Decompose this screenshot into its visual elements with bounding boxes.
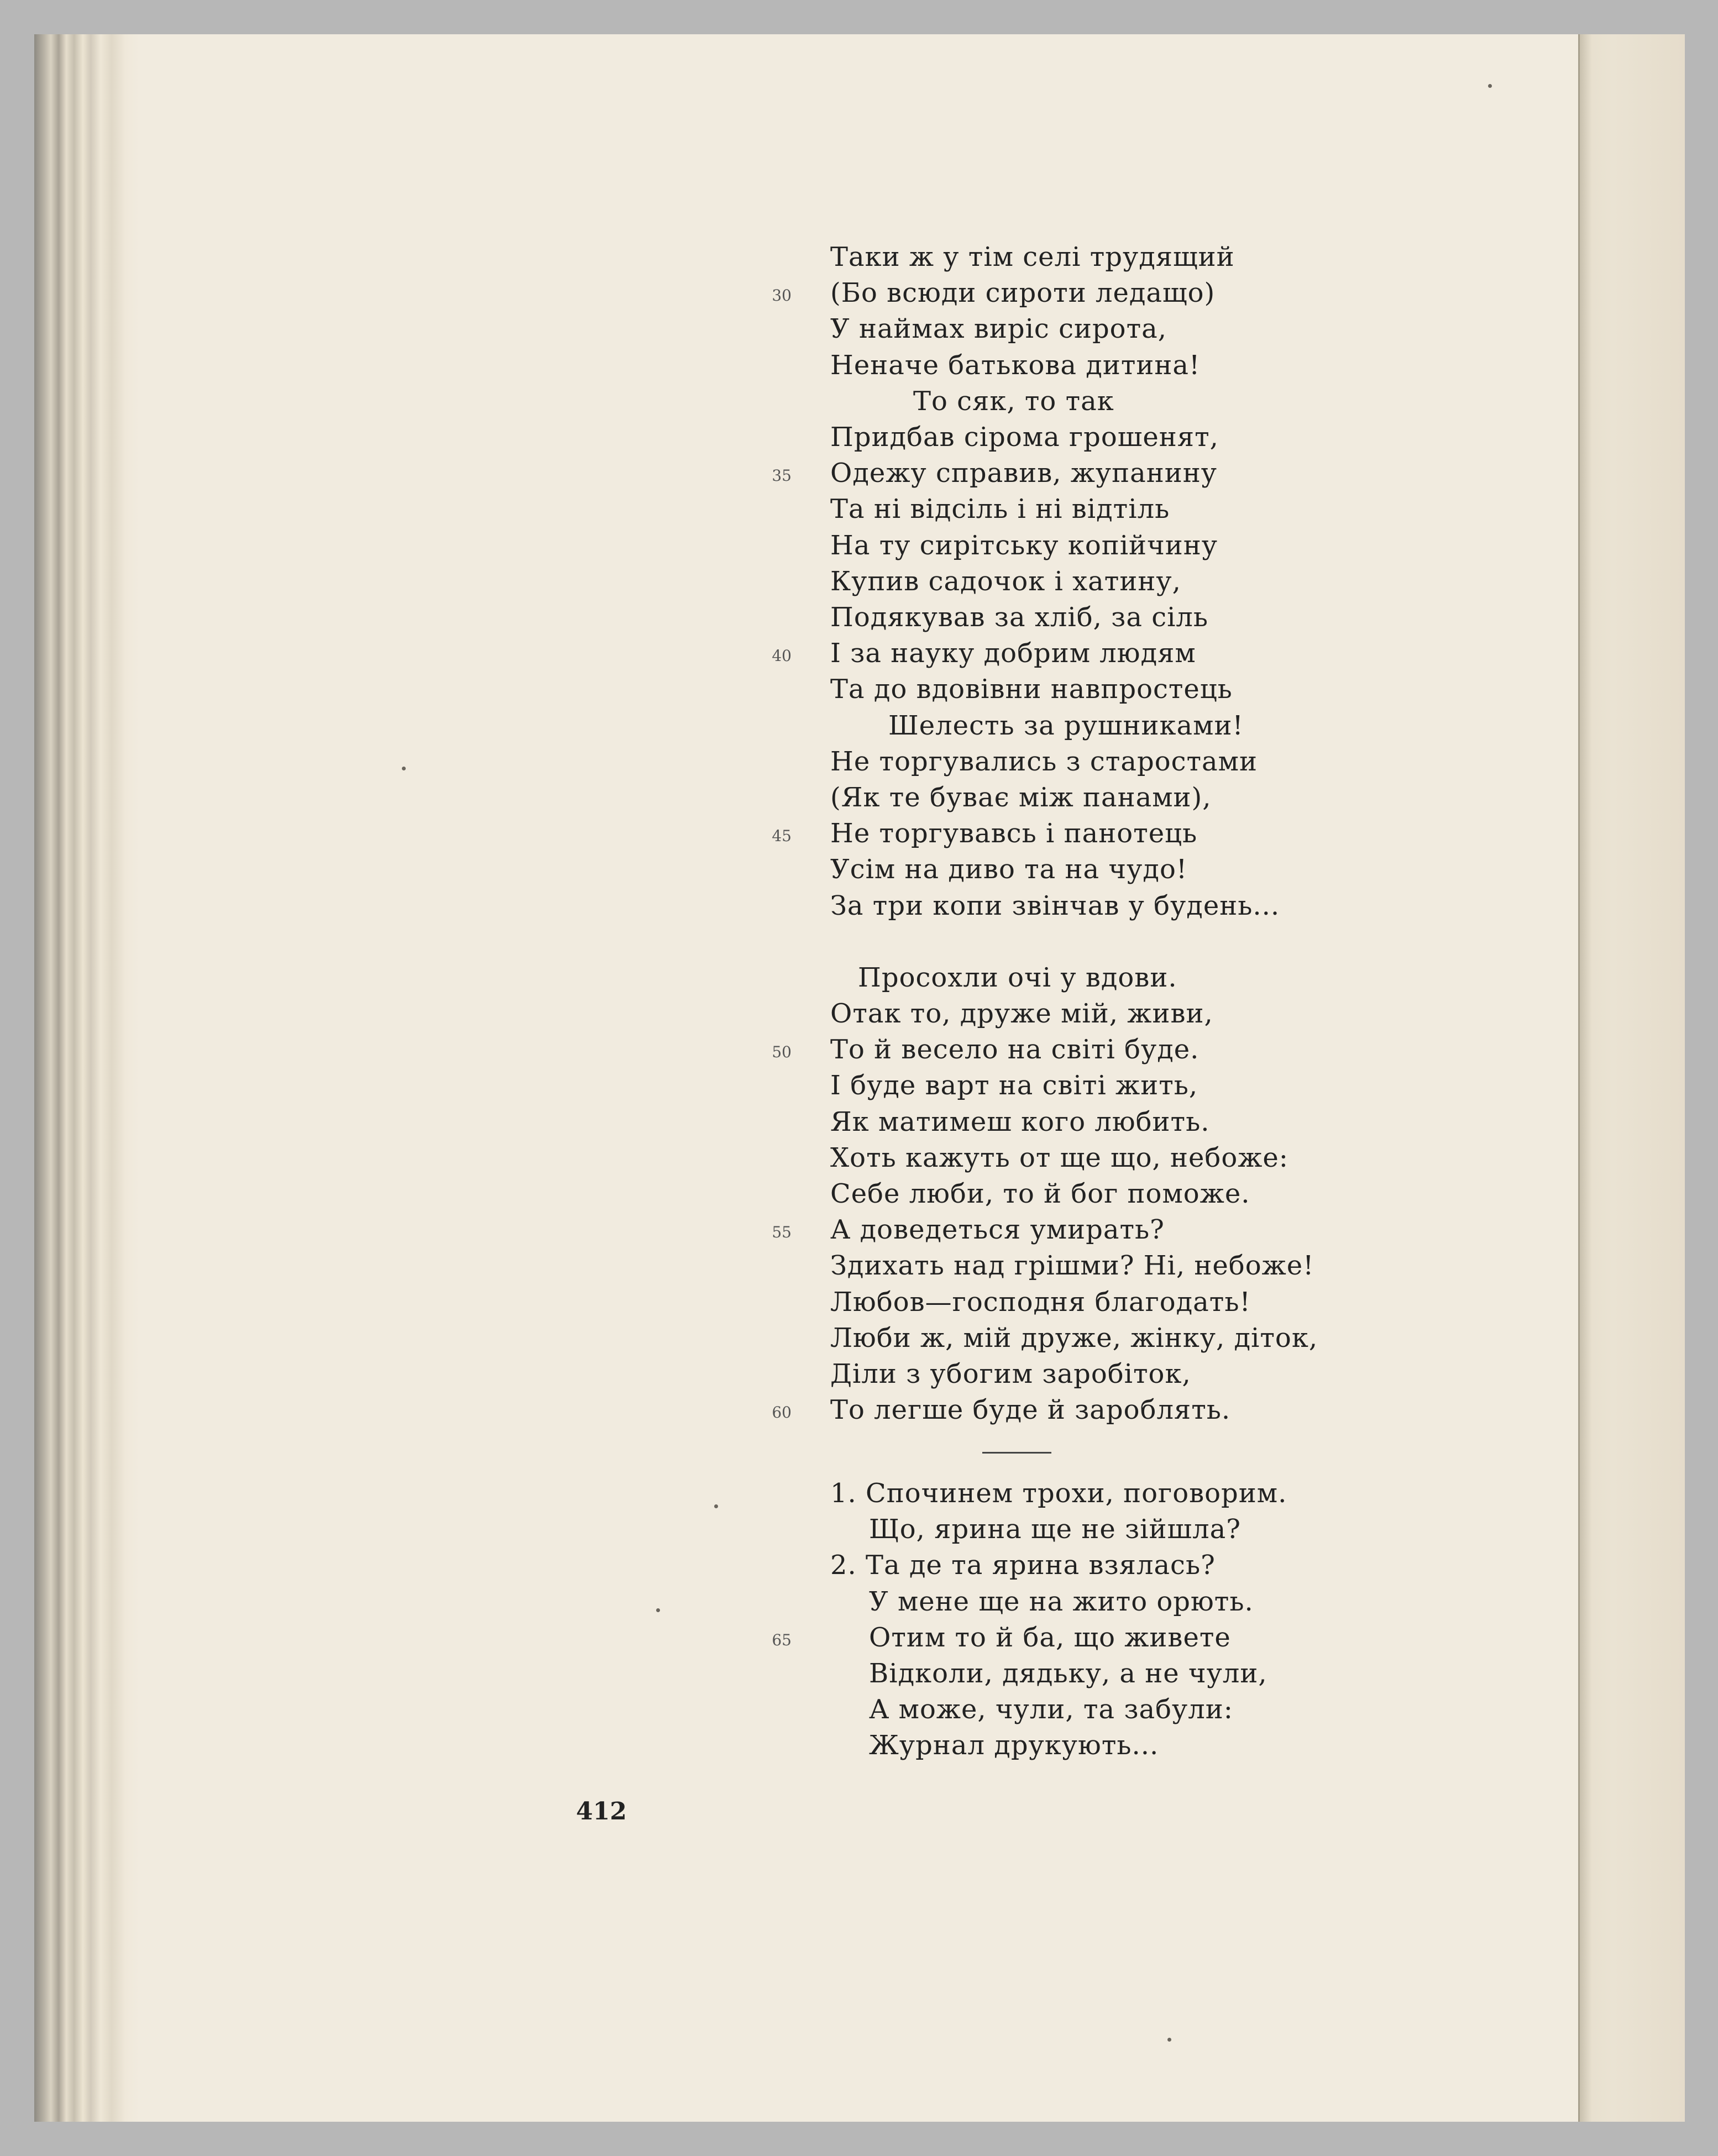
dialogue-line bbox=[747, 1586, 1466, 1623]
scanned-page bbox=[34, 34, 1685, 2122]
dialogue-line bbox=[747, 1478, 1466, 1514]
poem-line bbox=[747, 1070, 1466, 1106]
dialogue-line bbox=[747, 1550, 1466, 1586]
line-text: І за науку добрим людям bbox=[830, 638, 1196, 669]
poem-line bbox=[747, 674, 1466, 710]
poem-line bbox=[747, 746, 1466, 783]
line-text: (Як те буває між панами), bbox=[830, 782, 1212, 813]
paper-speck bbox=[714, 1504, 718, 1508]
poem-line bbox=[747, 458, 1466, 494]
line-text: То сяк, то так bbox=[913, 385, 1114, 417]
line-text: (Бо всюди сироти ледащо) bbox=[830, 277, 1216, 309]
line-text: Придбав сірома грошенят, bbox=[830, 422, 1219, 453]
line-text: Просохли очі у вдови. bbox=[858, 962, 1177, 993]
section-divider bbox=[982, 1452, 1051, 1454]
line-text: У мене ще на жито орють. bbox=[869, 1586, 1254, 1617]
dialogue-line bbox=[747, 1514, 1466, 1550]
line-text: Здихать над грішми? Ні, небоже! bbox=[830, 1250, 1314, 1282]
line-number: 60 bbox=[772, 1403, 792, 1422]
line-text: Не торгувавсь і панотець bbox=[830, 818, 1198, 849]
line-text: За три копи звінчав у будень... bbox=[830, 890, 1280, 921]
line-number: 30 bbox=[772, 286, 792, 305]
line-text: То легше буде й зароблять. bbox=[830, 1394, 1231, 1426]
paper-speck bbox=[1488, 84, 1492, 88]
poem-line bbox=[747, 566, 1466, 602]
line-text: Отим то й ба, що живете bbox=[869, 1622, 1231, 1653]
line-text: Не торгувались з старостами bbox=[830, 746, 1258, 777]
poem-line bbox=[747, 1178, 1466, 1215]
facing-page-edge bbox=[1578, 34, 1685, 2122]
poem-line bbox=[747, 313, 1466, 350]
poem-line bbox=[747, 1394, 1466, 1431]
poem-line bbox=[747, 1214, 1466, 1251]
line-text: Одежу справив, жупанину bbox=[830, 458, 1217, 489]
poem-line bbox=[747, 782, 1466, 819]
poem-line bbox=[747, 350, 1466, 386]
dialogue-line bbox=[747, 1658, 1466, 1695]
poem-line bbox=[747, 710, 1466, 747]
poem-line bbox=[747, 1142, 1466, 1179]
line-number: 50 bbox=[772, 1043, 792, 1062]
poem-line bbox=[747, 1323, 1466, 1359]
poem-line bbox=[747, 998, 1466, 1035]
paper-speck bbox=[1167, 2038, 1171, 2042]
line-text: Любов—господня благодать! bbox=[830, 1286, 1251, 1318]
poem-line bbox=[747, 422, 1466, 458]
line-text: Відколи, дядьку, а не чули, bbox=[869, 1658, 1267, 1689]
line-text: На ту сирітську копійчину bbox=[830, 529, 1218, 561]
poem-line bbox=[747, 277, 1466, 314]
line-number: 65 bbox=[772, 1630, 792, 1649]
poem-line bbox=[747, 1106, 1466, 1143]
poem-line bbox=[747, 242, 1466, 278]
poem-line bbox=[747, 530, 1466, 566]
poem-line bbox=[747, 854, 1466, 890]
line-text: Та ні відсіль і ні відтіль bbox=[830, 494, 1170, 525]
line-text: Отак то, друже мій, живи, bbox=[830, 998, 1213, 1029]
poem-line bbox=[747, 638, 1466, 674]
line-text: Та до вдовівни навпростець bbox=[830, 674, 1233, 705]
line-text: Усім на диво та на чудо! bbox=[830, 854, 1188, 885]
book-page-edges bbox=[34, 34, 139, 2122]
line-text: А доведеться умирать? bbox=[830, 1214, 1165, 1246]
poem-line bbox=[747, 386, 1466, 422]
dialogue-line bbox=[747, 1694, 1466, 1730]
poem-line bbox=[747, 602, 1466, 638]
page-number: 412 bbox=[576, 1797, 627, 1825]
poem-line bbox=[747, 1250, 1466, 1287]
line-text: Що, ярина ще не зійшла? bbox=[869, 1514, 1241, 1545]
dialogue-line bbox=[747, 1730, 1466, 1766]
dialogue-line bbox=[747, 1622, 1466, 1659]
line-text: Таки ж у тім селі трудящий bbox=[830, 242, 1235, 272]
poem-line bbox=[747, 890, 1466, 927]
paper-speck bbox=[656, 1608, 660, 1612]
line-number: 35 bbox=[772, 466, 792, 485]
line-text: 2. Та де та ярина взялась? bbox=[830, 1550, 1216, 1581]
poem-line bbox=[747, 1287, 1466, 1323]
line-text: 1. Спочинем трохи, поговорим. bbox=[830, 1478, 1287, 1509]
line-text: Хоть кажуть от ще що, небоже: bbox=[830, 1142, 1288, 1173]
line-text: Шелесть за рушниками! bbox=[888, 710, 1244, 741]
line-text: А може, чули, та забули: bbox=[869, 1694, 1233, 1725]
line-number: 40 bbox=[772, 647, 792, 665]
line-text: Себе люби, то й бог поможе. bbox=[830, 1178, 1250, 1209]
page-body bbox=[139, 34, 1580, 2122]
line-text: Неначе батькова дитина! bbox=[830, 349, 1201, 381]
line-text: Діли з убогим заробіток, bbox=[830, 1358, 1191, 1389]
line-text: То й весело на світі буде. bbox=[830, 1034, 1200, 1066]
poem-line bbox=[747, 494, 1466, 530]
paper-speck bbox=[402, 767, 406, 770]
line-text: І буде варт на світі жить, bbox=[830, 1070, 1198, 1101]
line-text: Купив садочок і хатину, bbox=[830, 565, 1181, 597]
line-text: Журнал друкують... bbox=[869, 1730, 1159, 1761]
line-number: 45 bbox=[772, 827, 792, 846]
poem-line bbox=[747, 818, 1466, 854]
poem-line bbox=[747, 1034, 1466, 1071]
poem-line bbox=[747, 962, 1466, 999]
line-text: Люби ж, мій друже, жінку, діток, bbox=[830, 1322, 1318, 1354]
line-text: Як матимеш кого любить. bbox=[830, 1106, 1210, 1137]
line-text: У наймах виріс сирота, bbox=[830, 313, 1167, 345]
line-text: Подякував за хліб, за сіль bbox=[830, 602, 1209, 633]
line-number: 55 bbox=[772, 1223, 792, 1242]
poem-line bbox=[747, 1358, 1466, 1395]
